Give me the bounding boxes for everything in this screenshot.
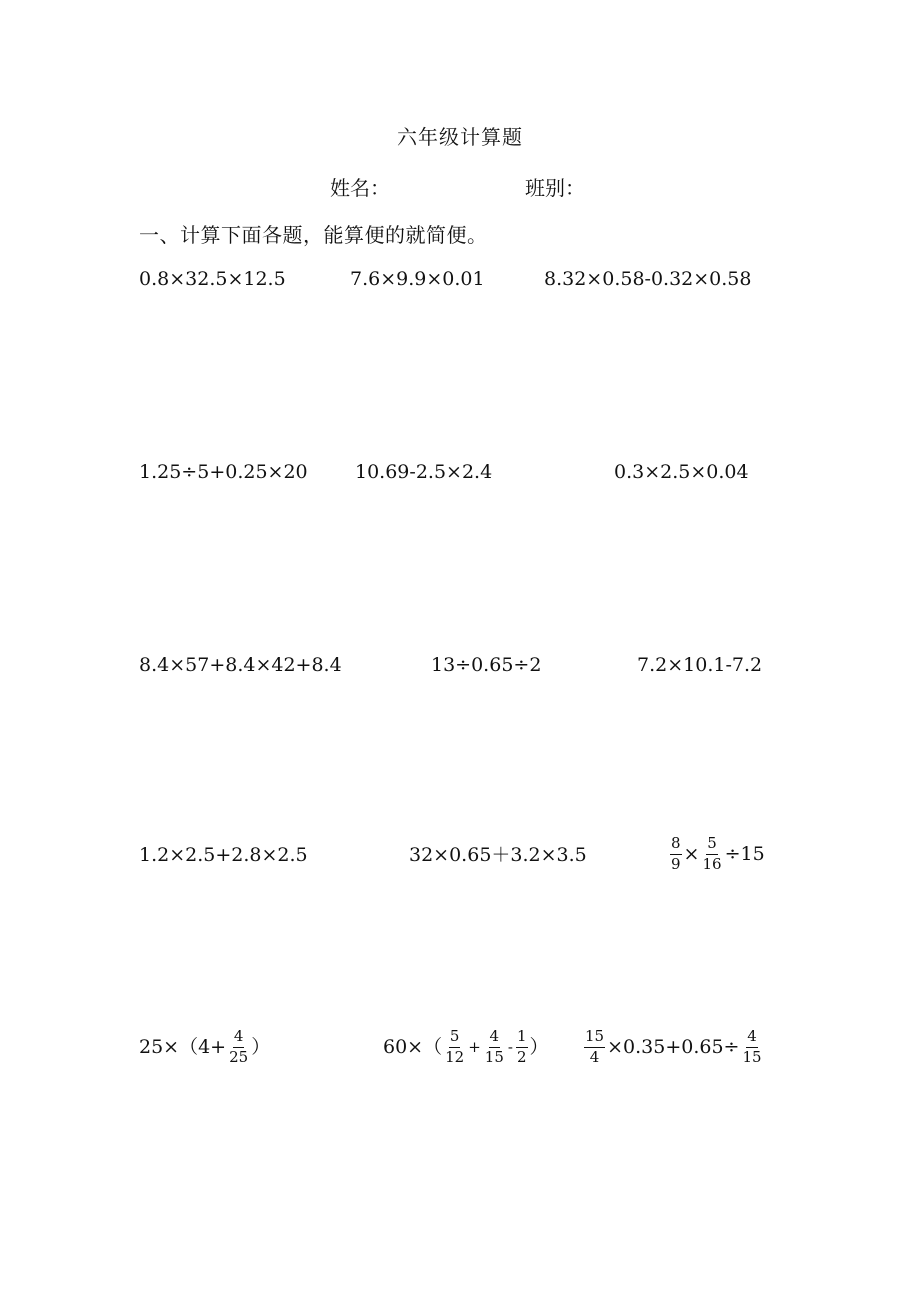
fraction: [228, 1029, 249, 1066]
denominator: 12: [445, 1047, 465, 1066]
problem-4-1: 1.2×2.5+2.8×2.5: [139, 844, 308, 866]
class-field-label: 班别：: [525, 176, 585, 200]
fraction: [701, 836, 722, 873]
fraction: [741, 1029, 762, 1066]
problem-4-3: [668, 836, 765, 873]
problem-2-3: 0.3×2.5×0.04: [614, 461, 749, 483]
expression-prefix: 60×（: [383, 1035, 443, 1058]
problem-5-2: [383, 1029, 549, 1066]
operator: ×: [683, 842, 700, 865]
expression-suffix: ）: [251, 1035, 271, 1058]
name-field-label: 姓名：: [330, 176, 390, 200]
problem-3-1: 8.4×57+8.4×42+8.4: [139, 654, 342, 676]
problem-5-3: [582, 1029, 765, 1066]
problem-2-1: 1.25÷5+0.25×20: [139, 461, 308, 483]
numerator: 1: [516, 1029, 528, 1048]
problem-4-2: 32×0.65＋3.2×3.5: [409, 844, 587, 866]
numerator: 5: [449, 1029, 461, 1048]
numerator: 4: [233, 1029, 245, 1048]
fraction: [444, 1029, 465, 1066]
problem-3-2: 13÷0.65÷2: [431, 654, 542, 676]
problem-1-2: 7.6×9.9×0.01: [350, 268, 485, 290]
numerator: 4: [746, 1029, 758, 1048]
operator: -: [507, 1037, 513, 1056]
fraction: [584, 1029, 605, 1066]
problem-5-1: [139, 1029, 270, 1066]
denominator: 15: [484, 1047, 504, 1066]
numerator: 8: [670, 836, 682, 855]
expression-middle: ×0.35+0.65÷: [607, 1035, 740, 1058]
fraction: [670, 836, 682, 873]
denominator: 2: [516, 1047, 527, 1066]
denominator: 9: [671, 854, 681, 873]
worksheet-title: 六年级计算题: [397, 125, 523, 149]
denominator: 4: [589, 1047, 600, 1066]
numerator: 5: [706, 836, 718, 855]
numerator: 4: [489, 1029, 501, 1048]
operator: +: [468, 1037, 481, 1056]
expression-prefix: 25×（4+: [139, 1035, 227, 1058]
denominator: 16: [702, 854, 722, 873]
expression-suffix: ）: [529, 1035, 549, 1058]
problem-3-3: 7.2×10.1-7.2: [637, 654, 763, 676]
section-instruction: 一、计算下面各题，能算便的就简便。: [139, 223, 488, 247]
problem-1-3: 8.32×0.58-0.32×0.58: [544, 268, 752, 290]
fraction: [516, 1029, 528, 1066]
expression-tail: ÷15: [724, 842, 765, 865]
problem-1-1: 0.8×32.5×12.5: [139, 268, 286, 290]
denominator: 15: [742, 1047, 762, 1066]
fraction: [484, 1029, 505, 1066]
problem-2-2: 10.69-2.5×2.4: [355, 461, 493, 483]
denominator: 25: [229, 1047, 249, 1066]
numerator: 15: [584, 1029, 605, 1048]
